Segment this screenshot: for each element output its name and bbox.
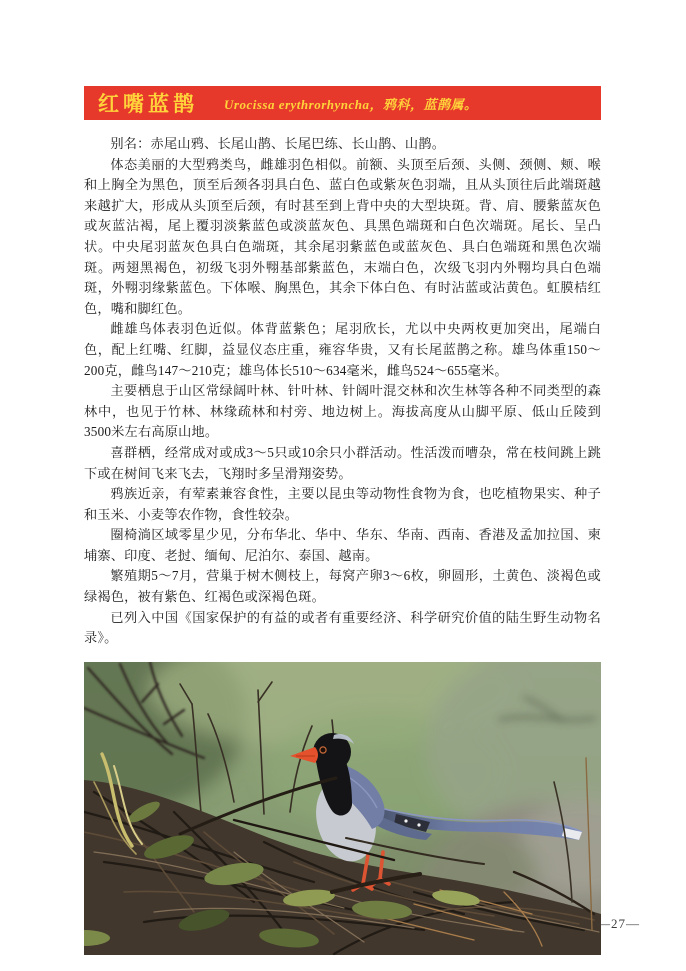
species-latin-name: Urocissa erythrorhyncha，鸦科，蓝鹊属。	[224, 96, 478, 112]
paragraph-diet: 鸦族近亲，有荤素兼容食性，主要以昆虫等动物性食物为食，也吃植物果实、种子和玉米、小麦等农作物，食性较杂。	[84, 486, 601, 522]
bird-photo	[84, 662, 601, 955]
species-description	[84, 134, 601, 649]
paragraph-breeding: 繁殖期5～7月，营巢于树木侧枝上，每窝产卵3～6枚，卵圆形，土黄色、淡褐色或绿褐色，被有紫色、红褐色或深褐色斑。	[84, 568, 601, 605]
species-title: 红嘴蓝鹊	[98, 93, 198, 116]
paragraph-aliases: 别名：赤尾山鸦、长尾山鹊、长尾巴练、长山鹊、山鹊。	[110, 136, 446, 151]
species-banner	[84, 86, 601, 120]
page-number: —27—	[597, 916, 640, 931]
paragraph-protection: 已列入中国《国家保护的有益的或者有重要经济、科学研究价值的陆生野生动物名录》。	[84, 609, 601, 646]
paragraph-appearance: 体态美丽的大型鸦类鸟，雌雄羽色相似。前额、头顶至后颈、头侧、颈侧、颊、喉和上胸全为黑色，顶至后颈各羽具白色、蓝白色或紫灰色羽端，且从头顶往后此端斑越来越扩大，形成从头顶至后颈，有时甚至到上背中央的大型块斑。背、肩、腰紫蓝灰色或灰蓝沾褐，尾上覆羽淡紫蓝色或淡蓝灰色、具黑色端斑和白色次端斑。尾长、呈凸状。中央尾羽蓝灰色具白色端斑，其余尾羽紫蓝色或蓝灰色、具白色端斑和黑色次端斑。两翅黑褐色，初级飞羽外翈基部紫蓝色，末端白色，次级飞羽内外翈均具白色端斑，外翈羽缘紫蓝色。下体喉、胸黑色，其余下体白色、有时沾蓝或沾黄色。虹膜桔红色，嘴和脚红色。	[84, 156, 601, 316]
paragraph-measurements: 雌雄鸟体表羽色近似。体背蓝紫色；尾羽欣长，尤以中央两枚更加突出，尾端白色，配上红嘴、红脚，益显仪态庄重，雍容华贵，又有长尾蓝鹊之称。雄鸟体重150～200克，雌鸟147～210克；雄鸟体长510～634毫米，雌鸟524～655毫米。	[84, 321, 601, 378]
paragraph-distribution: 圈椅淌区域零星少见，分布华北、华中、华东、华南、西南、香港及孟加拉国、柬埔寨、印度、老挝、缅甸、尼泊尔、泰国、越南。	[84, 527, 601, 563]
page-content	[84, 86, 601, 955]
paragraph-habitat: 主要栖息于山区常绿阔叶林、针叶林、针阔叶混交林和次生林等各种不同类型的森林中，也见于竹林、林缘疏林和村旁、地边树上。海拔高度从山脚平原、低山丘陵到3500米左右高原山地。	[84, 383, 601, 440]
bird-eye	[320, 747, 326, 753]
paragraph-behavior: 喜群栖，经常成对或成3～5只或10余只小群活动。性活泼而嘈杂，常在枝间跳上跳下或在树间飞来飞去，飞翔时多呈滑翔姿势。	[84, 444, 601, 481]
bird-photo-illustration	[84, 662, 601, 955]
